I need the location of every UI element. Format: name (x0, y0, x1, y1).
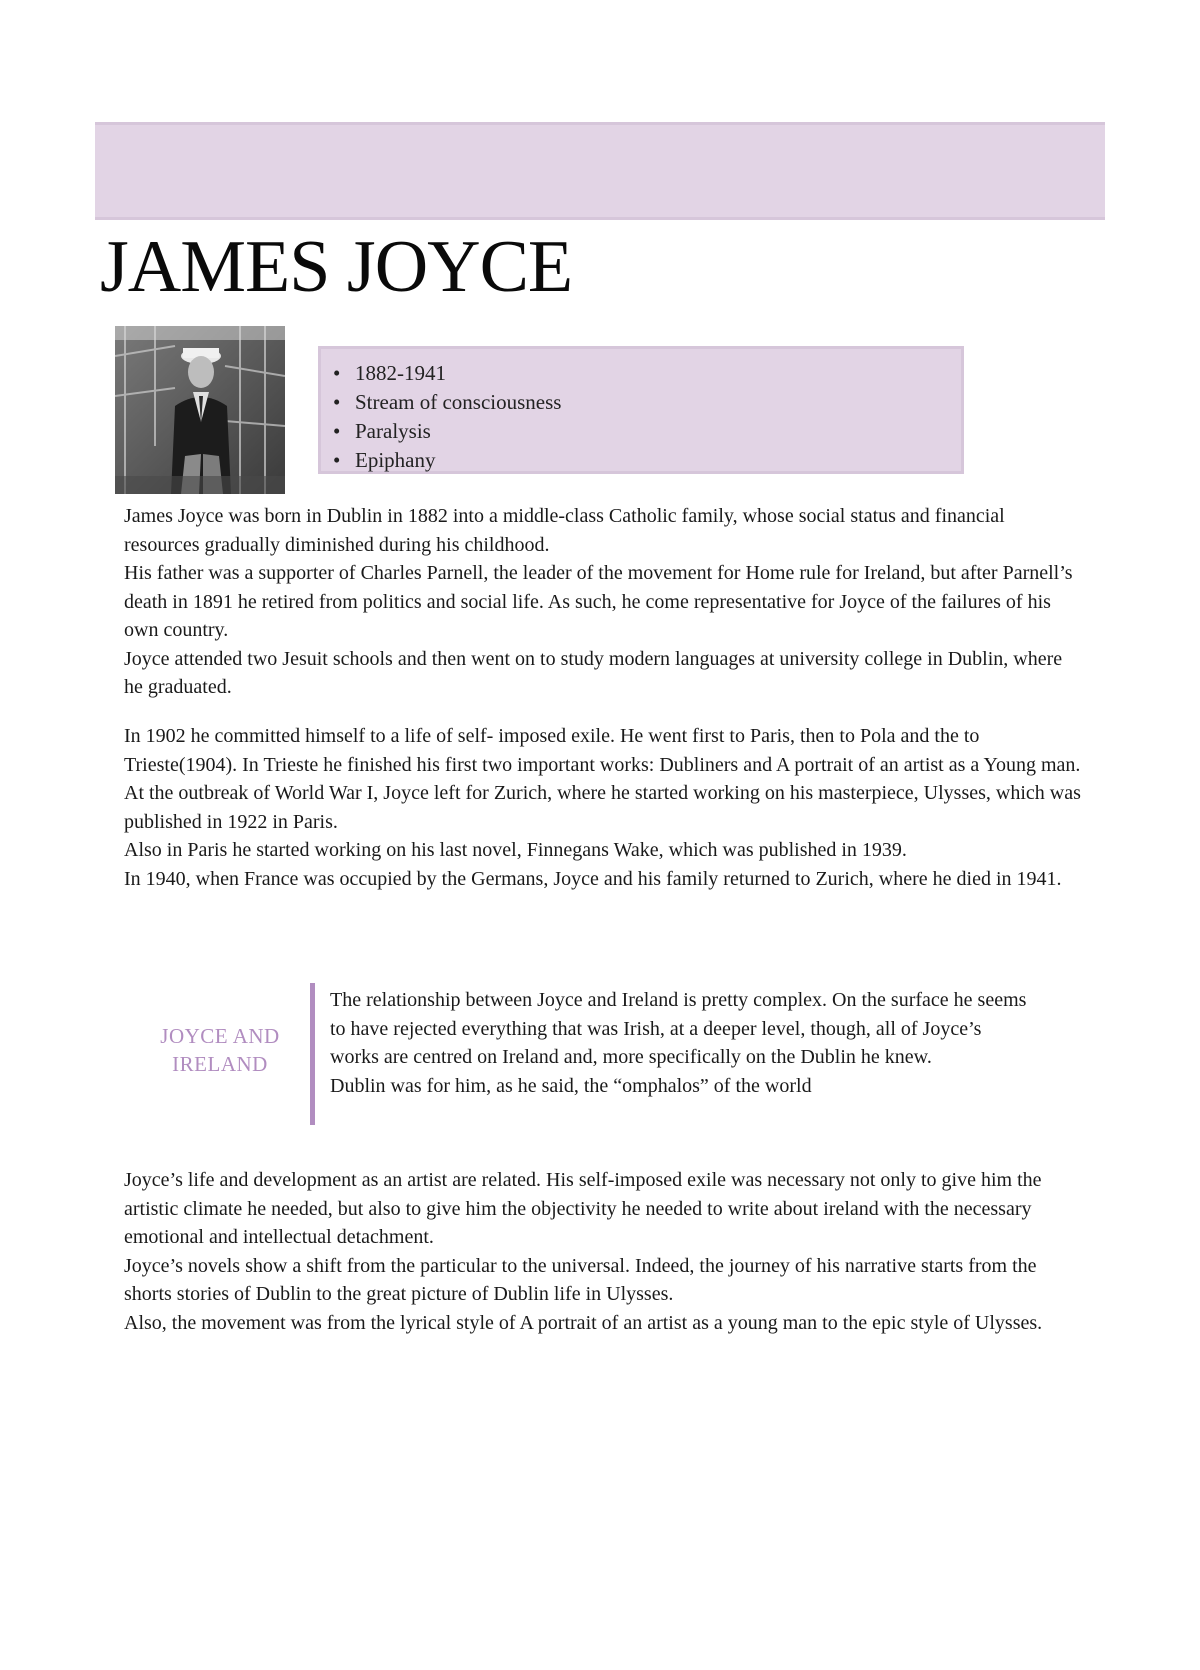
page-title: JAMES JOYCE (100, 226, 573, 308)
bio-paragraph: At the outbreak of World War I, Joyce left for Zurich, where he started working on his masterpiece, Ulysses, which was published in 1922 in Paris. (124, 782, 1081, 833)
bio-paragraph: His father was a supporter of Charles Parnell, the leader of the movement for Home rule for Ireland, but after Parnell’s death in 1891 he retired from politics and social life. As such, he come representative for Joyce of the failures of his own country. (124, 562, 1073, 641)
bio-paragraph: Also, the movement was from the lyrical style of A portrait of an artist as a young man to the epic style of Ulysses. (124, 1311, 1043, 1334)
fact-item-stream: • Stream of consciousness (355, 388, 961, 417)
bio-paragraph: Joyce’s life and development as an artist are related. His self-imposed exile was necessary not only to give him the artistic climate he needed, but also to give him the objectivity he needed to write about ireland with the necessary emotional and intellectual detachment. (124, 1169, 1042, 1248)
portrait-photo (115, 326, 285, 494)
bio-paragraph: James Joyce was born in Dublin in 1882 into a middle-class Catholic family, whose social status and financial resources gradually diminished during his childhood. (124, 505, 1005, 556)
bio-exile (124, 722, 1084, 893)
fact-item-dates: • 1882-1941 (355, 359, 961, 388)
ireland-section-heading: JOYCE AND IRELAND (160, 1024, 280, 1076)
quote-accent-rule (310, 983, 315, 1125)
key-facts-box (318, 346, 964, 474)
bio-paragraph: Joyce attended two Jesuit schools and then went on to study modern languages at university college in Dublin, where he graduated. (124, 647, 1063, 698)
bio-paragraph: Joyce’s novels show a shift from the particular to the universal. Indeed, the journey of his narrative starts from the shorts stories of Dublin to the great picture of Dublin life in Ulysses. (124, 1254, 1037, 1305)
bio-paragraph: In 1940, when France was occupied by the Germans, Joyce and his family returned to Zurich, where he died in 1941. (124, 867, 1062, 890)
ireland-paragraph: The relationship between Joyce and Ireland is pretty complex. On the surface he seems to have rejected everything that was Irish, at a deeper level, though, all of Joyce’s works are centred on Ireland and, more specifically on the Dublin he knew. (330, 989, 1027, 1068)
fact-item-paralysis: • Paralysis (355, 417, 961, 446)
bio-paragraph: Also in Paris he started working on his last novel, Finnegans Wake, which was published in 1939. (124, 839, 907, 861)
fact-item-epiphany: • Epiphany (355, 446, 961, 475)
bio-paragraph: In 1902 he committed himself to a life of self- imposed exile. He went first to Paris, then to Pola and the to Trieste(1904). In Trieste he finished his first two important works: Dubliners and A portrait of an artist as a Young man. (124, 725, 1081, 776)
header-band (95, 122, 1105, 220)
key-facts-list (321, 349, 961, 475)
bio-artist-development (124, 1166, 1084, 1337)
bio-early-life (124, 502, 1084, 702)
ireland-section-text (330, 986, 1030, 1100)
ireland-paragraph: Dublin was for him, as he said, the “omphalos” of the world (330, 1074, 812, 1097)
